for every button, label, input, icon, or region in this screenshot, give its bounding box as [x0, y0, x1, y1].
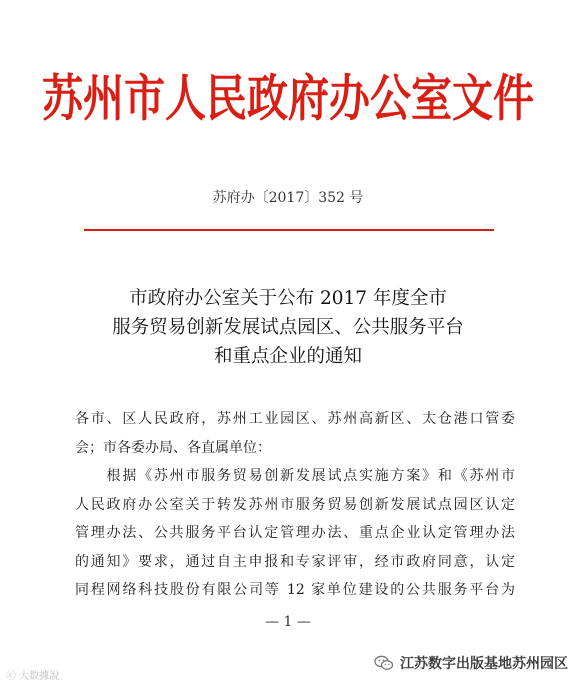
title-line: 服务贸易创新发展试点园区、公共服务平台	[112, 317, 464, 338]
body-line: 管理办法、公共服务平台认定管理办法、重点企业认定管理办法	[75, 525, 515, 541]
page-number: — 1 —	[265, 614, 311, 630]
red-divider	[84, 229, 494, 231]
body-line: 会；市各委办局、各直属单位：	[75, 439, 271, 456]
wechat-account-name: 江苏数字出版基地苏州园区	[400, 656, 568, 672]
body-line: 各市、区人民政府，苏州工业园区、苏州高新区、太仓港口管委	[75, 411, 515, 427]
title-line: 市政府办公室关于公布 2017 年度全市	[129, 288, 447, 309]
source-watermark: ⓒ 大数據說	[6, 671, 60, 682]
wechat-icon	[374, 655, 394, 671]
body-line: 根据《苏州市服务贸易创新发展试点实施方案》和《苏州市	[75, 468, 515, 484]
notice-title	[0, 284, 576, 371]
body-line: 同程网络科技股份有限公司等 12 家单位建设的公共服务平台为	[75, 582, 515, 598]
document-number: 苏府办〔2017〕352 号	[212, 190, 364, 206]
title-line: 和重点企业的通知	[213, 346, 362, 367]
wechat-account-watermark	[374, 653, 568, 673]
body-line: 人民政府办公室关于转发苏州市服务贸易创新发展试点园区认定	[75, 496, 515, 513]
body-text	[75, 405, 515, 605]
body-line: 的通知》要求，通过自主申报和专家评审，经市政府同意，认定	[75, 553, 515, 570]
masthead-title: 苏州市人民政府办公室文件	[42, 68, 534, 128]
